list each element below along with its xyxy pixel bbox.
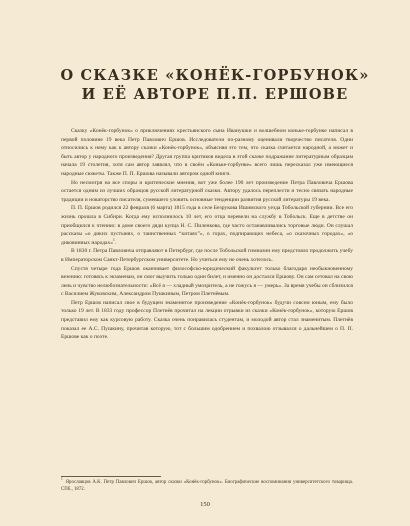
paragraph: Спустя четыре года Ершов оканчивает философско-юридический факультет только благодаря необыкновенному везению: готовясь к экзаменам, он смог выучить только один билет, и именно он достался Ершову. Он сам сетовал на свою лень и чувство нелюбознательности: «Всё я — хладный умозритель, а не гожусь я — умерь». За время учебы он сблизился с Василием Жуковским, Александром Пушкиным, Петром Плетнёвым. bbox=[61, 265, 353, 298]
chapter-title bbox=[60, 66, 370, 104]
footnote-mark: 1 bbox=[61, 477, 63, 482]
body-text bbox=[61, 127, 353, 342]
chapter-title-line-2: И ЕЁ АВТОРЕ П.П. ЕРШОВЕ bbox=[81, 86, 349, 103]
paragraph: В 1830 г. Петра Павловича отправляют в Петербург, где после Тобольской гимназии ему предстояло продолжить учебу в Императорском Санкт-Петербургском университете. Но учиться ему не очень хотелось. bbox=[61, 248, 353, 263]
chapter-title-line-1: О СКАЗКЕ «КОНЁК-ГОРБУНОК» bbox=[60, 67, 370, 84]
footnote-reference[interactable]: 1 bbox=[113, 237, 115, 242]
paragraph: Сказку «Конёк-горбунок» о приключениях крестьянского сына Иванушки и волшебном коньке-горбунке написал в первой половине 19 века Петр Павлович Ершов. Исследователи по-разному оценивали творчество писателя. Одни относились к нему как к автору сказки «Конёк-горбунок», объясняя это тем, что сказка считается народной, а может и быть автор у народного произведения? Другая группа критиков видела в этой сказке подражание литературным образцам начала 19 столетия, хотя сам автор заявлял, что в своём «Коньке-горбунке» всего лишь пересказал уже имеющиеся народные сюжеты. Также П. П. Ершова называли автором одной книги. bbox=[61, 128, 353, 177]
page-number: 150 bbox=[200, 501, 210, 508]
footnote-divider bbox=[61, 476, 161, 477]
paragraph: П. П. Ершов родился 22 февраля (6 марта) 1815 года в селе Безрукова Ишимского уезда Тобольской губернии. Все его жизнь прошла в Сибири. Когда ему исполнилось 10 лет, его отца перевели на службу в Тобольск. Еще в детстве он приобщился к чтению: в доме своего дяди купца Н. С. Пиленкова, где часто останавливались торговые люди. Он слушал рассказы «о диких пустынях, о таинственных “китаях”», о горах, подпирающих небеса, «о сказочных городах», «о диковинных народах»$^1$. bbox=[61, 205, 353, 246]
footnote bbox=[61, 479, 353, 494]
footnote-text: Ярославцов А.К. Петр Павлович Ершов, автор сказки «Конёк-горбунок». Биографические воспоминания университетского товарища. СПб., 1872. bbox=[61, 480, 353, 493]
paragraph: Но несмотря на все споры и критические мнения, вот уже более 190 лет произведение Петра Павловича Ершова остается одним из лучших образцов русской литературной сказки. Автору удалось переплести и тесно связать народные традиции и новаторство писателя, сумевшего уловить основные тенденции развития русской литературы 19 века. bbox=[61, 179, 353, 203]
paragraph: Петр Ершов написал свое в будущем знаменитое произведение «Конёк-горбунок» будучи совсем юным, ему было только 19 лет. В 1833 году профессор Плетнёв прочитал на лекции отрывки из сказки «Конёк-горбунок», которую Ершов представил ему как курсовую работу. Сказка очень понравилась студентам, и молодой автор стал знаменитым. Плетнёв показал ее А.С. Пушкину, прочитав которую, тот с большим одобрением и похвалою отзывался о дальнейшем о П. П. Ершове как о поэте. bbox=[61, 299, 353, 341]
